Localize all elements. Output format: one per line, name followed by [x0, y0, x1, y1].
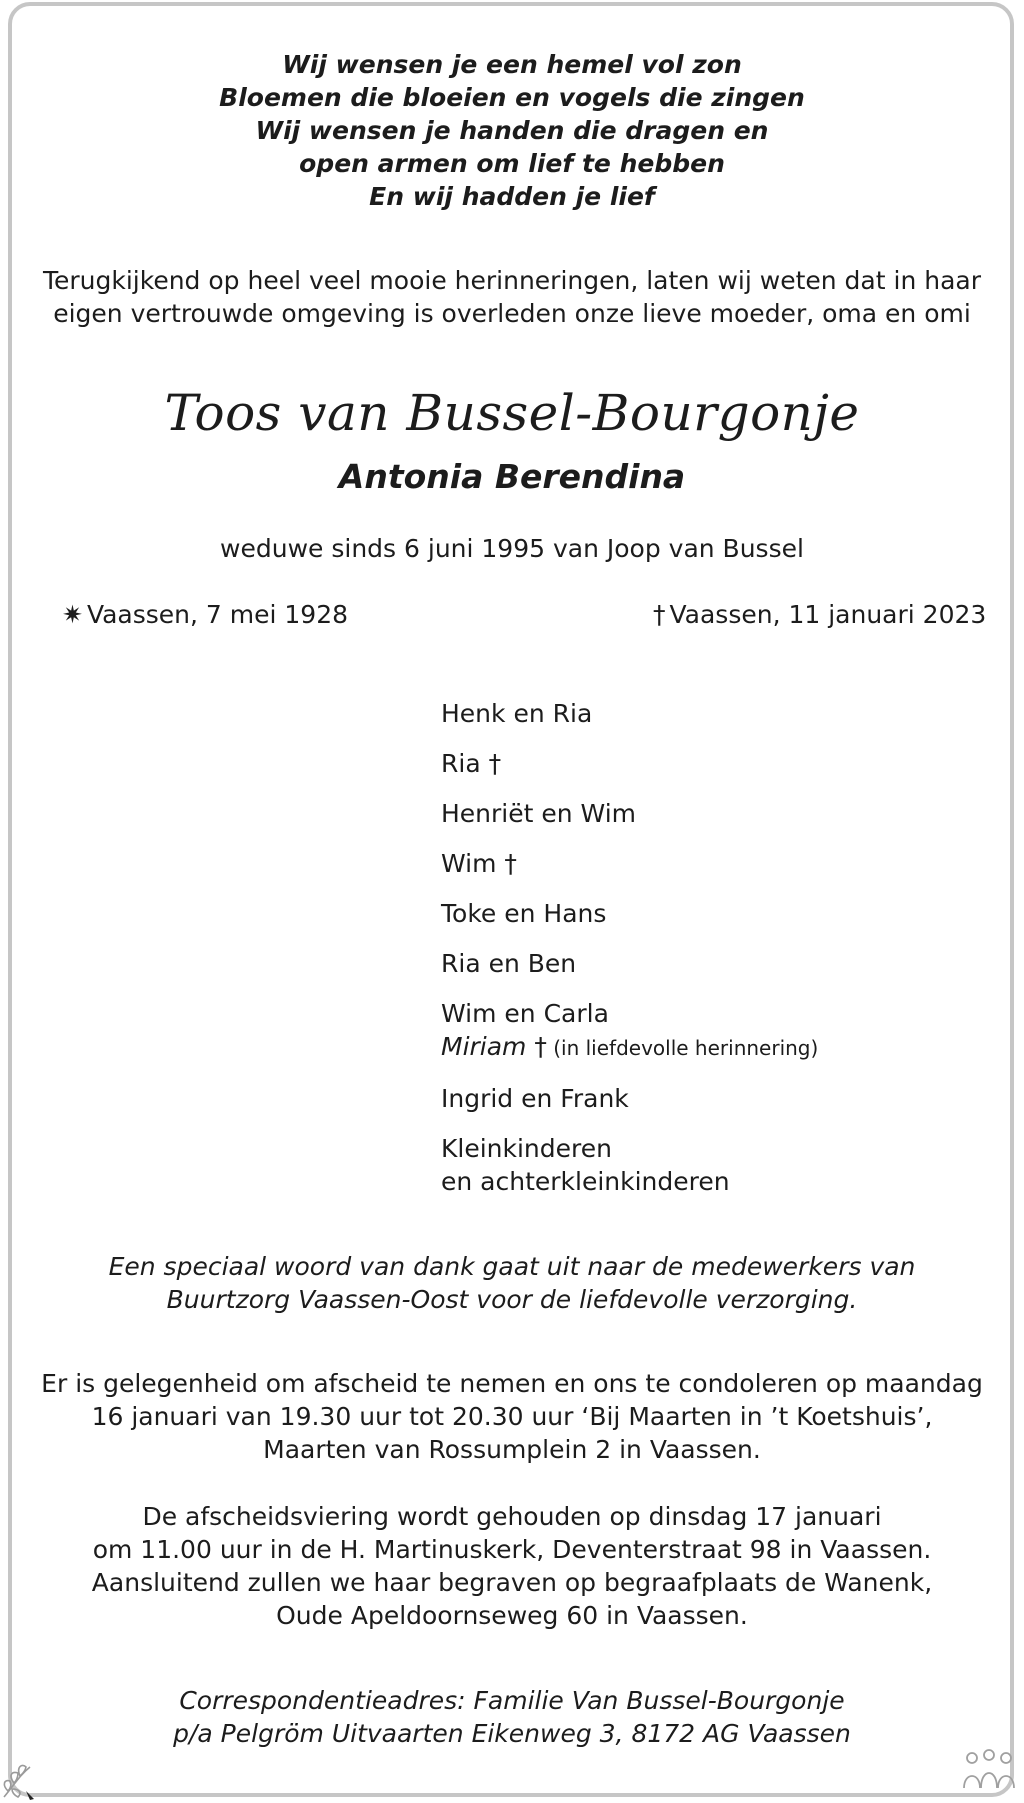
funeral-line: Oude Apeldoornseweg 60 in Vaassen.	[276, 1601, 748, 1630]
leaf-icon	[0, 1745, 44, 1801]
poem-line: Wij wensen je handen die dragen en	[255, 116, 769, 145]
family-member-remembered	[441, 1030, 818, 1065]
funeral-text	[0, 1500, 1024, 1632]
deceased-name: Toos van Bussel-Bourgonje	[164, 384, 860, 442]
funeral-line: Aansluitend zullen we haar begraven op begraafplaats de Wanenk,	[91, 1568, 933, 1597]
thanks-text	[0, 1250, 1024, 1316]
funeral-line: De afscheidsviering wordt gehouden op dinsdag 17 januari	[142, 1502, 882, 1531]
condolence-line: Maarten van Rossumplein 2 in Vaassen.	[263, 1435, 761, 1464]
family-member: Ria en Ben	[441, 949, 577, 978]
birth-date	[62, 597, 348, 633]
birth-star-icon: ✷	[62, 600, 83, 629]
correspondence-address	[0, 1684, 1024, 1750]
intro-text	[0, 264, 1024, 330]
thanks-line: Een speciaal woord van dank gaat uit naar de medewerkers van	[108, 1252, 916, 1281]
family-member: en achterkleinkinderen	[441, 1167, 730, 1196]
death-date	[653, 597, 986, 633]
miriam-name: Miriam	[441, 1032, 527, 1061]
deceased-given-names: Antonia Berendina	[338, 457, 686, 496]
family-member: Ria †	[441, 749, 502, 778]
family-member: Wim en Carla	[441, 999, 609, 1028]
death-text: Vaassen, 11 januari 2023	[669, 600, 987, 629]
poem	[0, 48, 1024, 213]
death-cross-icon: †	[653, 600, 666, 629]
correspondence-line: p/a Pelgröm Uitvaarten Eikenweg 3, 8172 AG Vaassen	[173, 1719, 851, 1748]
widow-line: weduwe sinds 6 juni 1995 van Joop van Bussel	[220, 534, 804, 563]
condolence-line: 16 januari van 19.30 uur tot 20.30 uur ‘Bij Maarten in ’t Koetshuis’,	[91, 1402, 933, 1431]
family-member-group	[441, 997, 818, 1065]
poem-line: open armen om lief te hebben	[299, 149, 725, 178]
family-member: Henriët en Wim	[441, 799, 637, 828]
poem-line: En wij hadden je lief	[369, 182, 655, 211]
poem-line: Wij wensen je een hemel vol zon	[282, 50, 742, 79]
family-member: Wim †	[441, 849, 517, 878]
miriam-note: (in liefdevolle herinnering)	[546, 1036, 819, 1060]
family-member-group	[441, 1132, 818, 1198]
thanks-line: Buurtzorg Vaassen-Oost voor de liefdevolle verzorging.	[166, 1285, 858, 1314]
birth-text: Vaassen, 7 mei 1928	[86, 600, 349, 629]
family-member: Kleinkinderen	[441, 1134, 612, 1163]
family-member: Henk en Ria	[441, 699, 593, 728]
family-member: Ingrid en Frank	[441, 1084, 629, 1113]
family-member: Toke en Hans	[441, 899, 607, 928]
poem-line: Bloemen die bloeien en vogels die zingen	[219, 83, 805, 112]
intro-line: eigen vertrouwde omgeving is overleden onze lieve moeder, oma en omi	[53, 299, 971, 328]
condolence-text	[0, 1367, 1024, 1466]
family-list	[441, 697, 818, 1215]
miriam-cross: †	[526, 1032, 547, 1061]
correspondence-line: Correspondentieadres: Familie Van Bussel-Bourgonje	[179, 1686, 845, 1715]
intro-line: Terugkijkend op heel veel mooie herinneringen, laten wij weten dat in haar	[42, 266, 981, 295]
family-icon	[962, 1748, 1016, 1790]
funeral-line: om 11.00 uur in de H. Martinuskerk, Deventerstraat 98 in Vaassen.	[92, 1535, 932, 1564]
condolence-line: Er is gelegenheid om afscheid te nemen en ons te condoleren op maandag	[41, 1369, 983, 1398]
